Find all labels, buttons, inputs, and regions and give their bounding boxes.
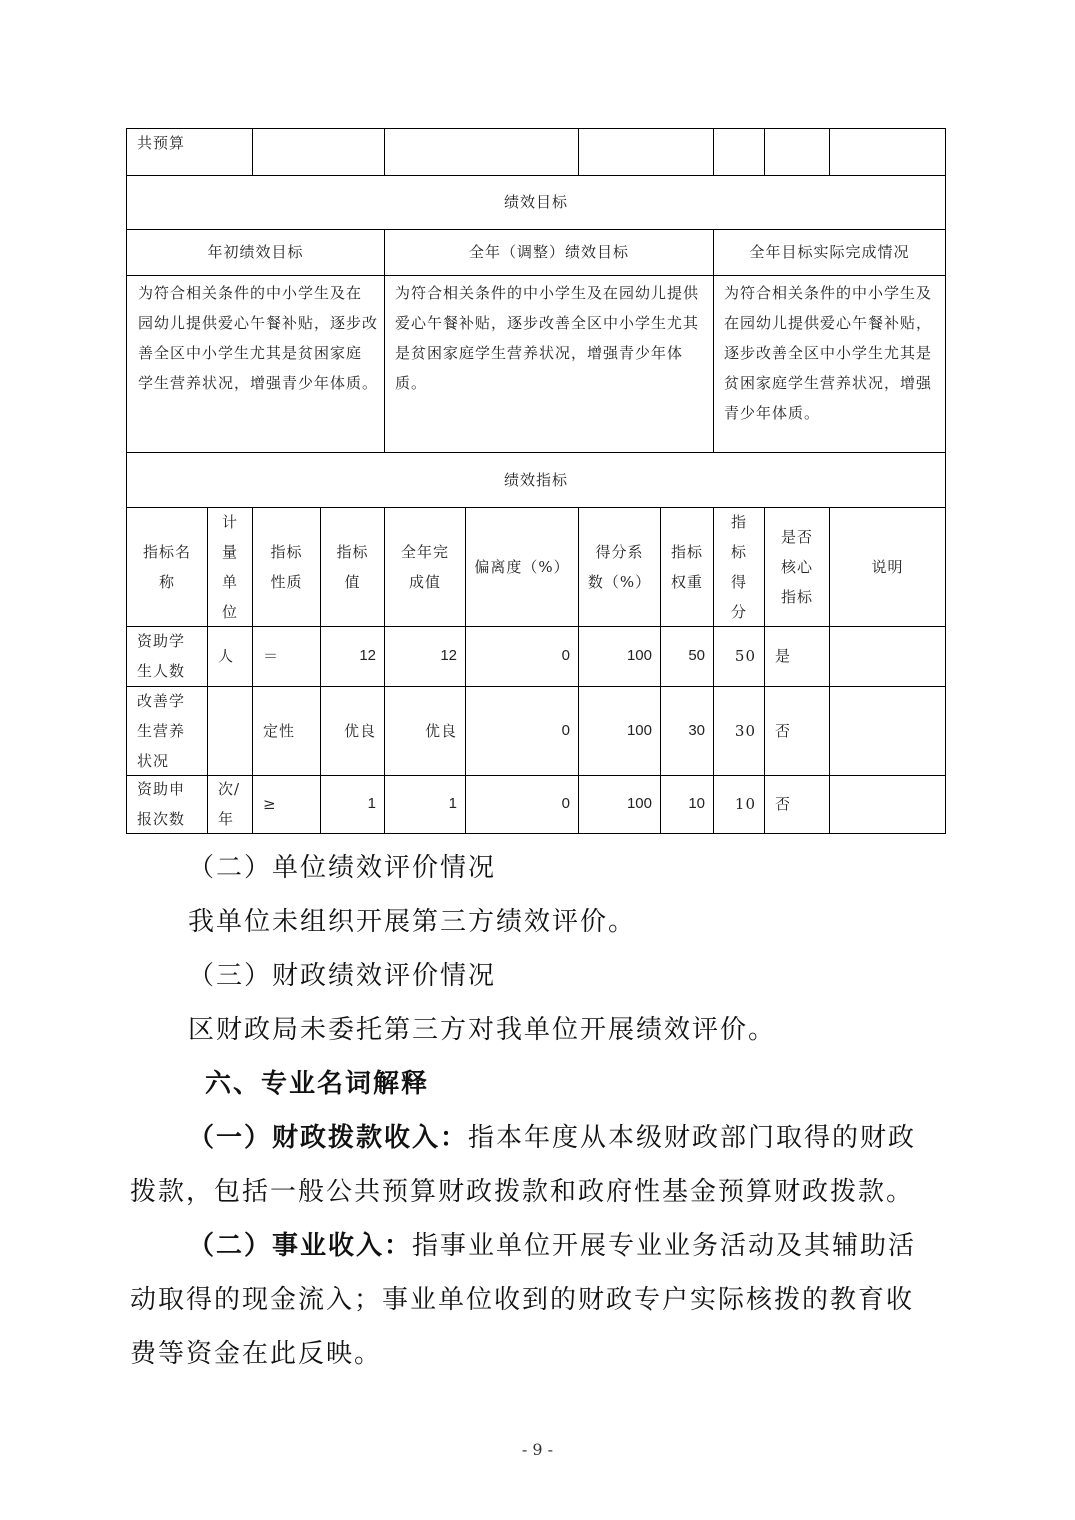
table-row-unit: 人	[218, 647, 235, 665]
grid-line	[829, 128, 830, 175]
table-row-core: 是	[775, 647, 792, 665]
grid-line	[713, 128, 714, 175]
table-row-core: 否	[775, 795, 792, 813]
section-heading-unit-eval: （二）单位绩效评价情况	[188, 853, 497, 883]
term-2-title: （二）事业收入：	[188, 1231, 413, 1261]
table-row-unit: 次/ 年	[218, 780, 241, 828]
table-row-note	[830, 686, 945, 775]
table-row-score: 30	[734, 721, 756, 740]
top-row-label: 共预算	[137, 134, 186, 152]
table-row-deviation: 0	[561, 647, 570, 664]
grid-line	[945, 128, 946, 833]
table-row-nature: ＝	[263, 647, 280, 665]
col-header-deviation: 偏离度（%）	[474, 557, 570, 576]
table-row-coef: 100	[626, 795, 652, 812]
col-header-score: 指 标 得 分	[730, 512, 747, 621]
table-row-weight: 10	[688, 795, 705, 812]
col-header-nature: 指标 性质	[270, 542, 303, 591]
table-row-score: 50	[734, 647, 756, 665]
term-1-title: （一）财政拨款收入：	[188, 1123, 469, 1153]
grid-line	[384, 128, 385, 175]
table-row-actual: 12	[440, 647, 457, 664]
grid-line	[578, 128, 579, 175]
term-1-text: 指本年度从本级财政部门取得的财政	[468, 1123, 917, 1153]
goal-header-actual: 全年目标实际完成情况	[749, 243, 910, 261]
table-row-name: 改善学 生营养 状况	[137, 691, 186, 770]
col-header-target: 指标 值	[336, 542, 369, 591]
table-row-coef: 100	[626, 647, 652, 664]
table-row-note	[830, 626, 945, 686]
table-row-target: 优良	[343, 721, 376, 740]
term-2-line-3: 费等资金在此反映。	[130, 1339, 383, 1369]
grid-line	[126, 833, 946, 834]
section-heading-terms: 六、专业名词解释	[205, 1069, 430, 1099]
col-header-name: 指标名 称	[142, 542, 191, 591]
goal-text-actual: 为符合相关条件的中小学生及 在园幼儿提供爱心午餐补贴， 逐步改善全区中小学生尤其是 贫困家庭学生营养状况，增强 青少年体质。	[724, 284, 933, 422]
term-1-line-2: 拨款，包括一般公共预算财政拨款和政府性基金预算财政拨款。	[130, 1177, 915, 1207]
table-row-core: 否	[775, 721, 792, 740]
col-header-weight: 指标 权重	[670, 542, 703, 591]
term-2-text: 指事业单位开展专业业务活动及其辅助活	[412, 1231, 917, 1261]
table-row-name: 资助申 报次数	[137, 780, 186, 828]
grid-line	[126, 275, 946, 276]
table-row-target: 1	[367, 795, 376, 812]
term-2-line-2: 动取得的现金流入；事业单位收到的财政专户实际核拨的教育收	[130, 1285, 915, 1315]
table-row-actual: 优良	[424, 721, 457, 740]
perf-goal-title: 绩效目标	[503, 193, 568, 211]
table-row-deviation: 0	[561, 721, 570, 739]
table-row-target: 12	[359, 647, 376, 664]
goal-header-adjusted: 全年（调整）绩效目标	[468, 243, 629, 261]
goal-text-initial: 为符合相关条件的中小学生及在 园幼儿提供爱心午餐补贴，逐步改 善全区中小学生尤其是贫困家庭 学生营养状况，增强青少年体质。	[138, 284, 379, 392]
table-row-deviation: 0	[561, 795, 570, 812]
grid-line	[764, 128, 765, 175]
paragraph-fiscal-eval: 区财政局未委托第三方对我单位开展绩效评价。	[188, 1015, 777, 1045]
table-row-note	[830, 775, 945, 833]
col-header-coef: 得分系 数（%）	[587, 542, 652, 591]
term-1-line-1	[188, 1111, 916, 1165]
table-row-actual: 1	[448, 795, 457, 812]
table-row-coef: 100	[626, 721, 652, 739]
goal-header-initial: 年初绩效目标	[207, 243, 304, 261]
grid-line	[252, 128, 253, 175]
col-header-actual: 全年完 成值	[400, 542, 449, 591]
table-row-unit	[208, 686, 252, 775]
table-row-nature: ≥	[263, 795, 277, 813]
table-row-weight: 50	[688, 647, 705, 664]
col-header-unit: 计 量 单 位	[221, 512, 238, 621]
paragraph-unit-eval: 我单位未组织开展第三方绩效评价。	[188, 907, 637, 937]
table-row-nature: 定性	[263, 721, 296, 740]
col-header-core: 是否 核心 指标	[780, 527, 813, 606]
page-number: - 9 -	[521, 1440, 554, 1459]
goal-text-adjusted: 为符合相关条件的中小学生及在园幼儿提供 爱心午餐补贴，逐步改善全区中小学生尤其 是贫困家庭学生营养状况，增强青少年体质。	[395, 284, 700, 392]
table-row-score: 10	[734, 795, 756, 813]
indicator-title: 绩效指标	[503, 470, 568, 489]
table-row-name: 资助学 生人数	[137, 632, 186, 680]
col-header-note: 说明	[871, 557, 904, 576]
term-2-line-1	[188, 1219, 916, 1273]
section-heading-fiscal-eval: （三）财政绩效评价情况	[188, 961, 497, 991]
table-row-weight: 30	[688, 721, 705, 739]
